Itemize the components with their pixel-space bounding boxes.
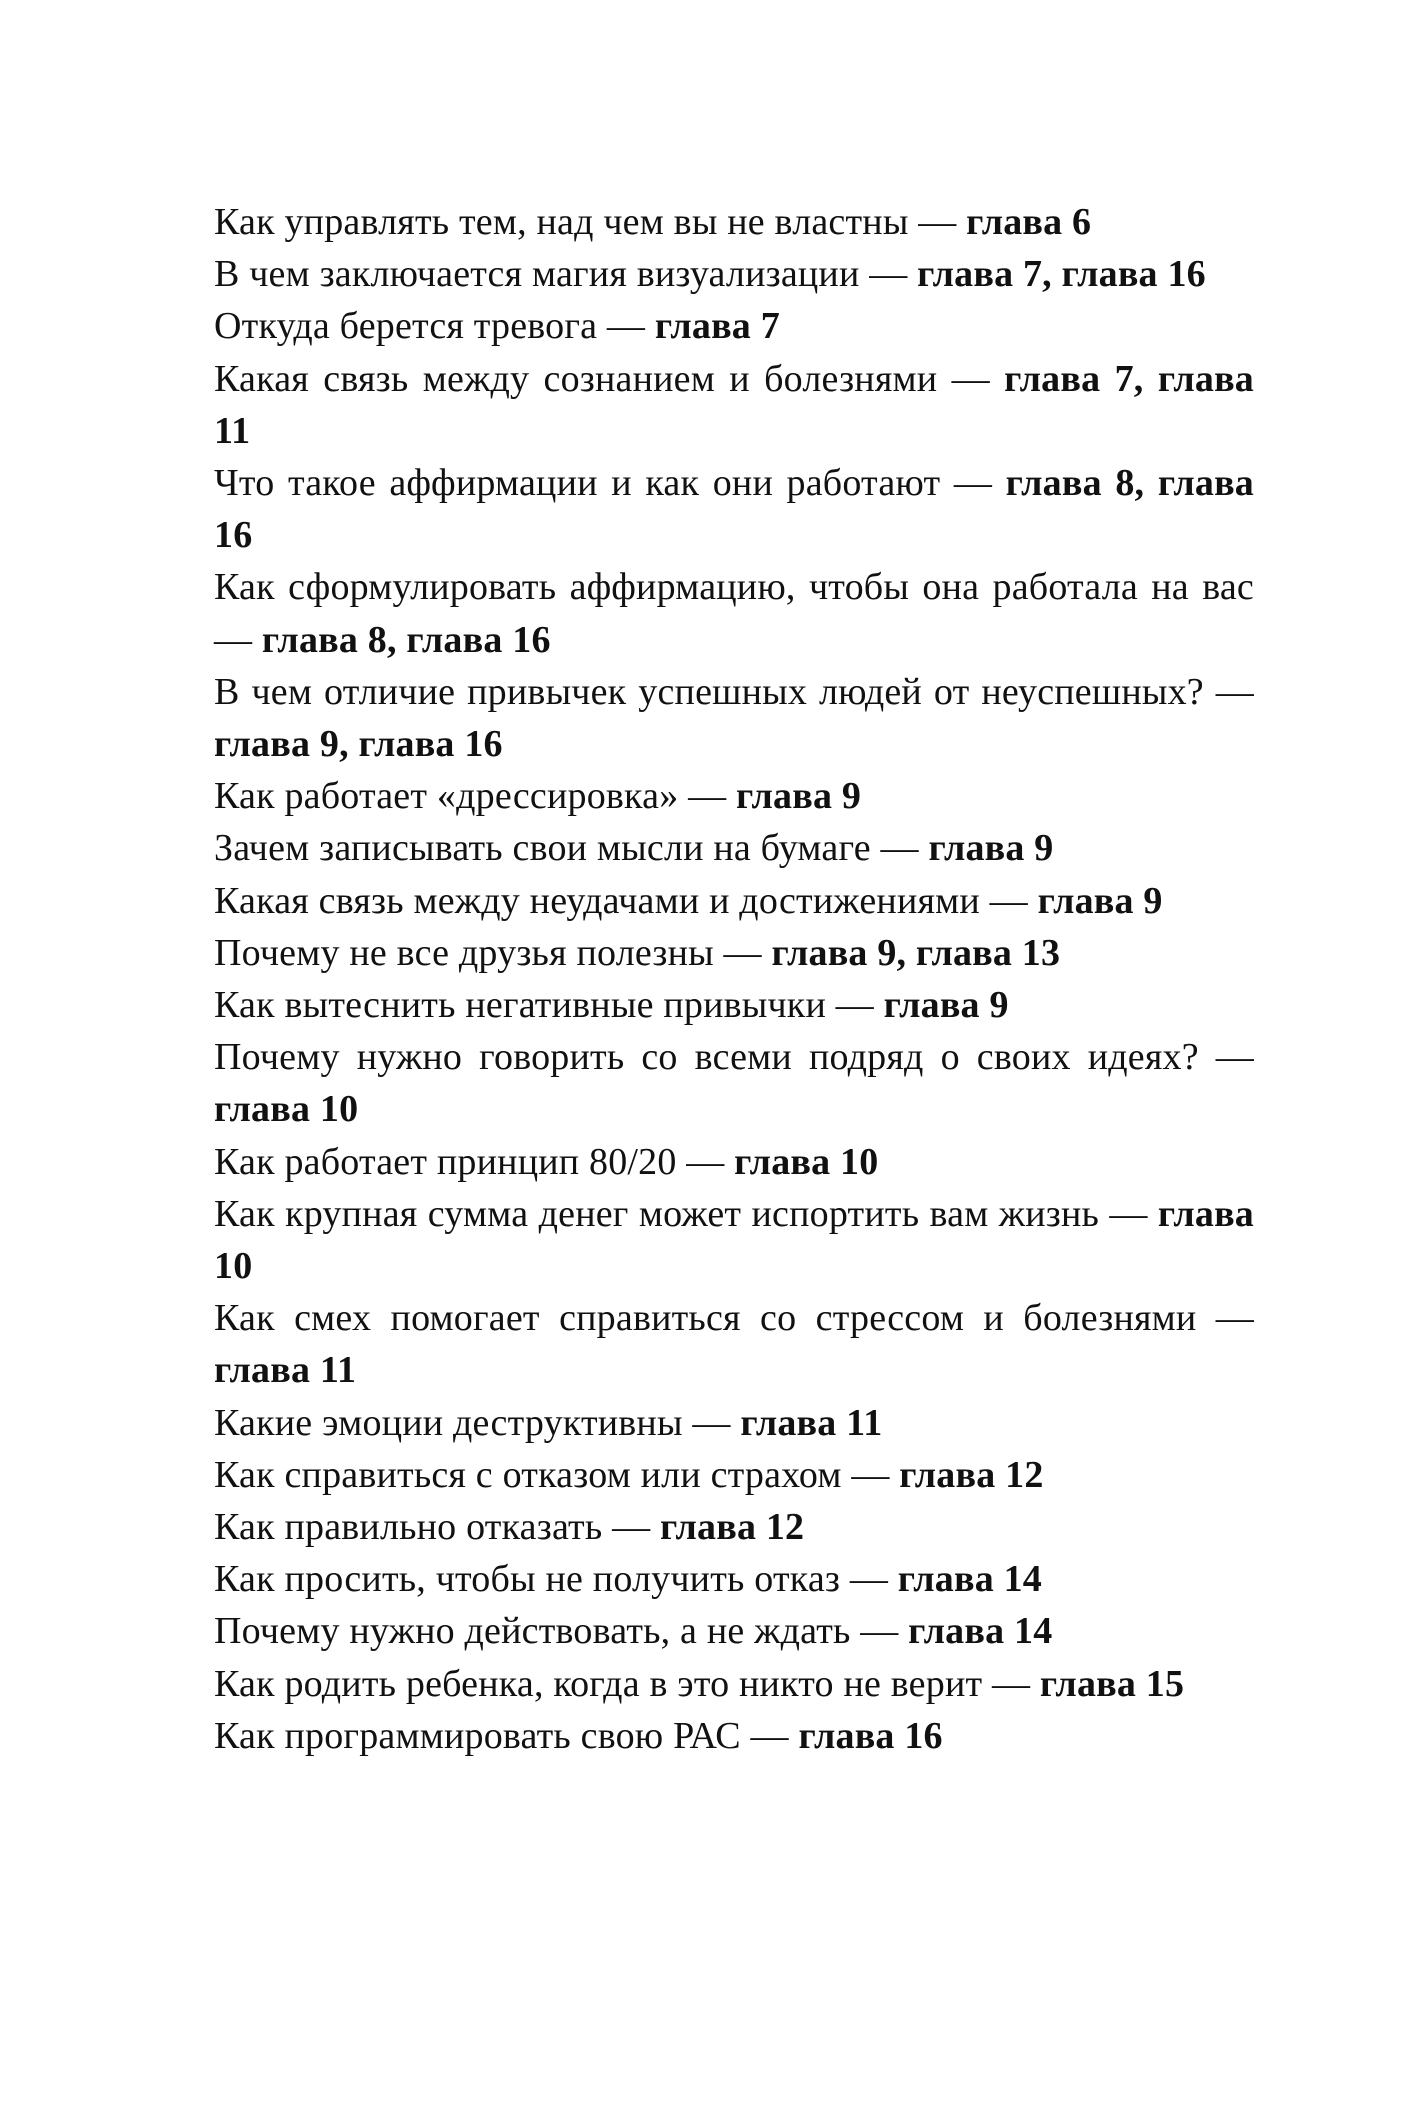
entry-chapter-ref: глава 6 <box>966 201 1092 243</box>
entry-chapter-ref: глава 9 <box>928 827 1054 870</box>
index-entry <box>214 1710 1254 1762</box>
entry-chapter-ref: глава 14 <box>908 1610 1053 1653</box>
index-entry <box>214 1449 1254 1501</box>
entry-question: Как смех помогает справиться со стрессом и болезнями — <box>214 1297 1254 1340</box>
index-entry <box>214 1188 1254 1292</box>
question-index-list <box>214 196 1254 1762</box>
entry-question: Как работает принцип 80/20 — <box>214 1140 735 1183</box>
entry-question: Какая связь между сознанием и болезнями — <box>214 357 1005 400</box>
index-entry <box>214 1292 1254 1396</box>
entry-question: Какая связь между неудачами и достижениями — <box>214 879 1038 922</box>
entry-chapter-ref: глава 11 <box>214 1349 357 1392</box>
index-entry <box>214 1136 1254 1188</box>
entry-chapter-ref: глава 10 <box>734 1140 879 1183</box>
entry-chapter-ref: глава 7, глава 16 <box>917 253 1206 296</box>
index-entry <box>214 353 1254 457</box>
entry-chapter-ref: глава 8, глава 16 <box>261 618 551 661</box>
entry-question: В чем заключается магия визуализации — <box>214 253 918 296</box>
index-entry <box>214 666 1254 770</box>
index-entry <box>214 300 1254 352</box>
index-entry <box>214 770 1254 822</box>
entry-question: Откуда берется тревога — <box>214 305 655 348</box>
entry-chapter-ref: глава 9, глава 16 <box>214 723 503 766</box>
entry-chapter-ref: глава 7, глава 11 <box>214 357 1254 452</box>
entry-chapter-ref: глава 8, глава 16 <box>214 462 1254 557</box>
entry-question: Как работает «дрессировка» — <box>214 775 736 818</box>
entry-question: Что такое аффирмации и как они работают — <box>214 462 1006 505</box>
index-entry <box>214 248 1254 300</box>
entry-chapter-ref: глава 10 <box>214 1192 1254 1288</box>
entry-question: Как крупная сумма денег может испортить вам жизнь — <box>214 1192 1158 1235</box>
index-entry <box>214 1658 1254 1710</box>
entry-question: Как правильно отказать — <box>214 1506 660 1549</box>
index-entry <box>214 875 1254 927</box>
entry-chapter-ref: глава 9 <box>1037 879 1163 922</box>
entry-chapter-ref: глава 14 <box>897 1558 1043 1601</box>
entry-question: Почему не все друзья полезны — <box>214 931 772 974</box>
index-entry <box>214 1501 1254 1553</box>
entry-question: Зачем записывать свои мысли на бумаге — <box>214 827 929 870</box>
entry-question: Как программировать свою РАС — <box>214 1714 799 1757</box>
entry-chapter-ref: глава 7 <box>654 305 780 348</box>
entry-chapter-ref: глава 12 <box>899 1453 1044 1496</box>
entry-question: Почему нужно действовать, а не ждать — <box>214 1610 909 1653</box>
entry-chapter-ref: глава 15 <box>1039 1662 1185 1705</box>
entry-question: В чем отличие привычек успешных людей от неуспешных? — <box>214 670 1254 713</box>
entry-chapter-ref: глава 9 <box>736 775 862 818</box>
index-entry <box>214 822 1254 874</box>
entry-question: Как родить ребенка, когда в это никто не верит — <box>214 1662 1040 1705</box>
entry-question: Как просить, чтобы не получить отказ — <box>214 1558 898 1601</box>
index-entry <box>214 979 1254 1031</box>
entry-chapter-ref: глава 11 <box>740 1401 883 1444</box>
index-entry <box>214 561 1254 665</box>
index-entry <box>214 1031 1254 1135</box>
entry-question: Как справиться с отказом или страхом — <box>214 1453 900 1496</box>
entry-question: Как управлять тем, над чем вы не властны — <box>214 201 967 243</box>
entry-question: Как вытеснить негативные привычки — <box>214 984 884 1027</box>
entry-question: Как сформулировать аффирмацию, чтобы она работала на вас — <box>214 566 1254 661</box>
entry-chapter-ref: глава 9 <box>883 984 1009 1027</box>
entry-question: Почему нужно говорить со всеми подряд о своих идеях? — <box>214 1036 1254 1079</box>
entry-chapter-ref: глава 12 <box>659 1506 805 1549</box>
index-entry <box>214 196 1254 248</box>
index-entry <box>214 1605 1254 1657</box>
index-entry <box>214 1553 1254 1605</box>
index-entry <box>214 927 1254 979</box>
entry-chapter-ref: глава 10 <box>214 1088 359 1131</box>
entry-chapter-ref: глава 16 <box>798 1714 943 1757</box>
index-entry <box>214 457 1254 561</box>
entry-question: Какие эмоции деструктивны — <box>214 1401 741 1444</box>
entry-chapter-ref: глава 9, глава 13 <box>771 931 1061 974</box>
index-entry <box>214 1397 1254 1449</box>
